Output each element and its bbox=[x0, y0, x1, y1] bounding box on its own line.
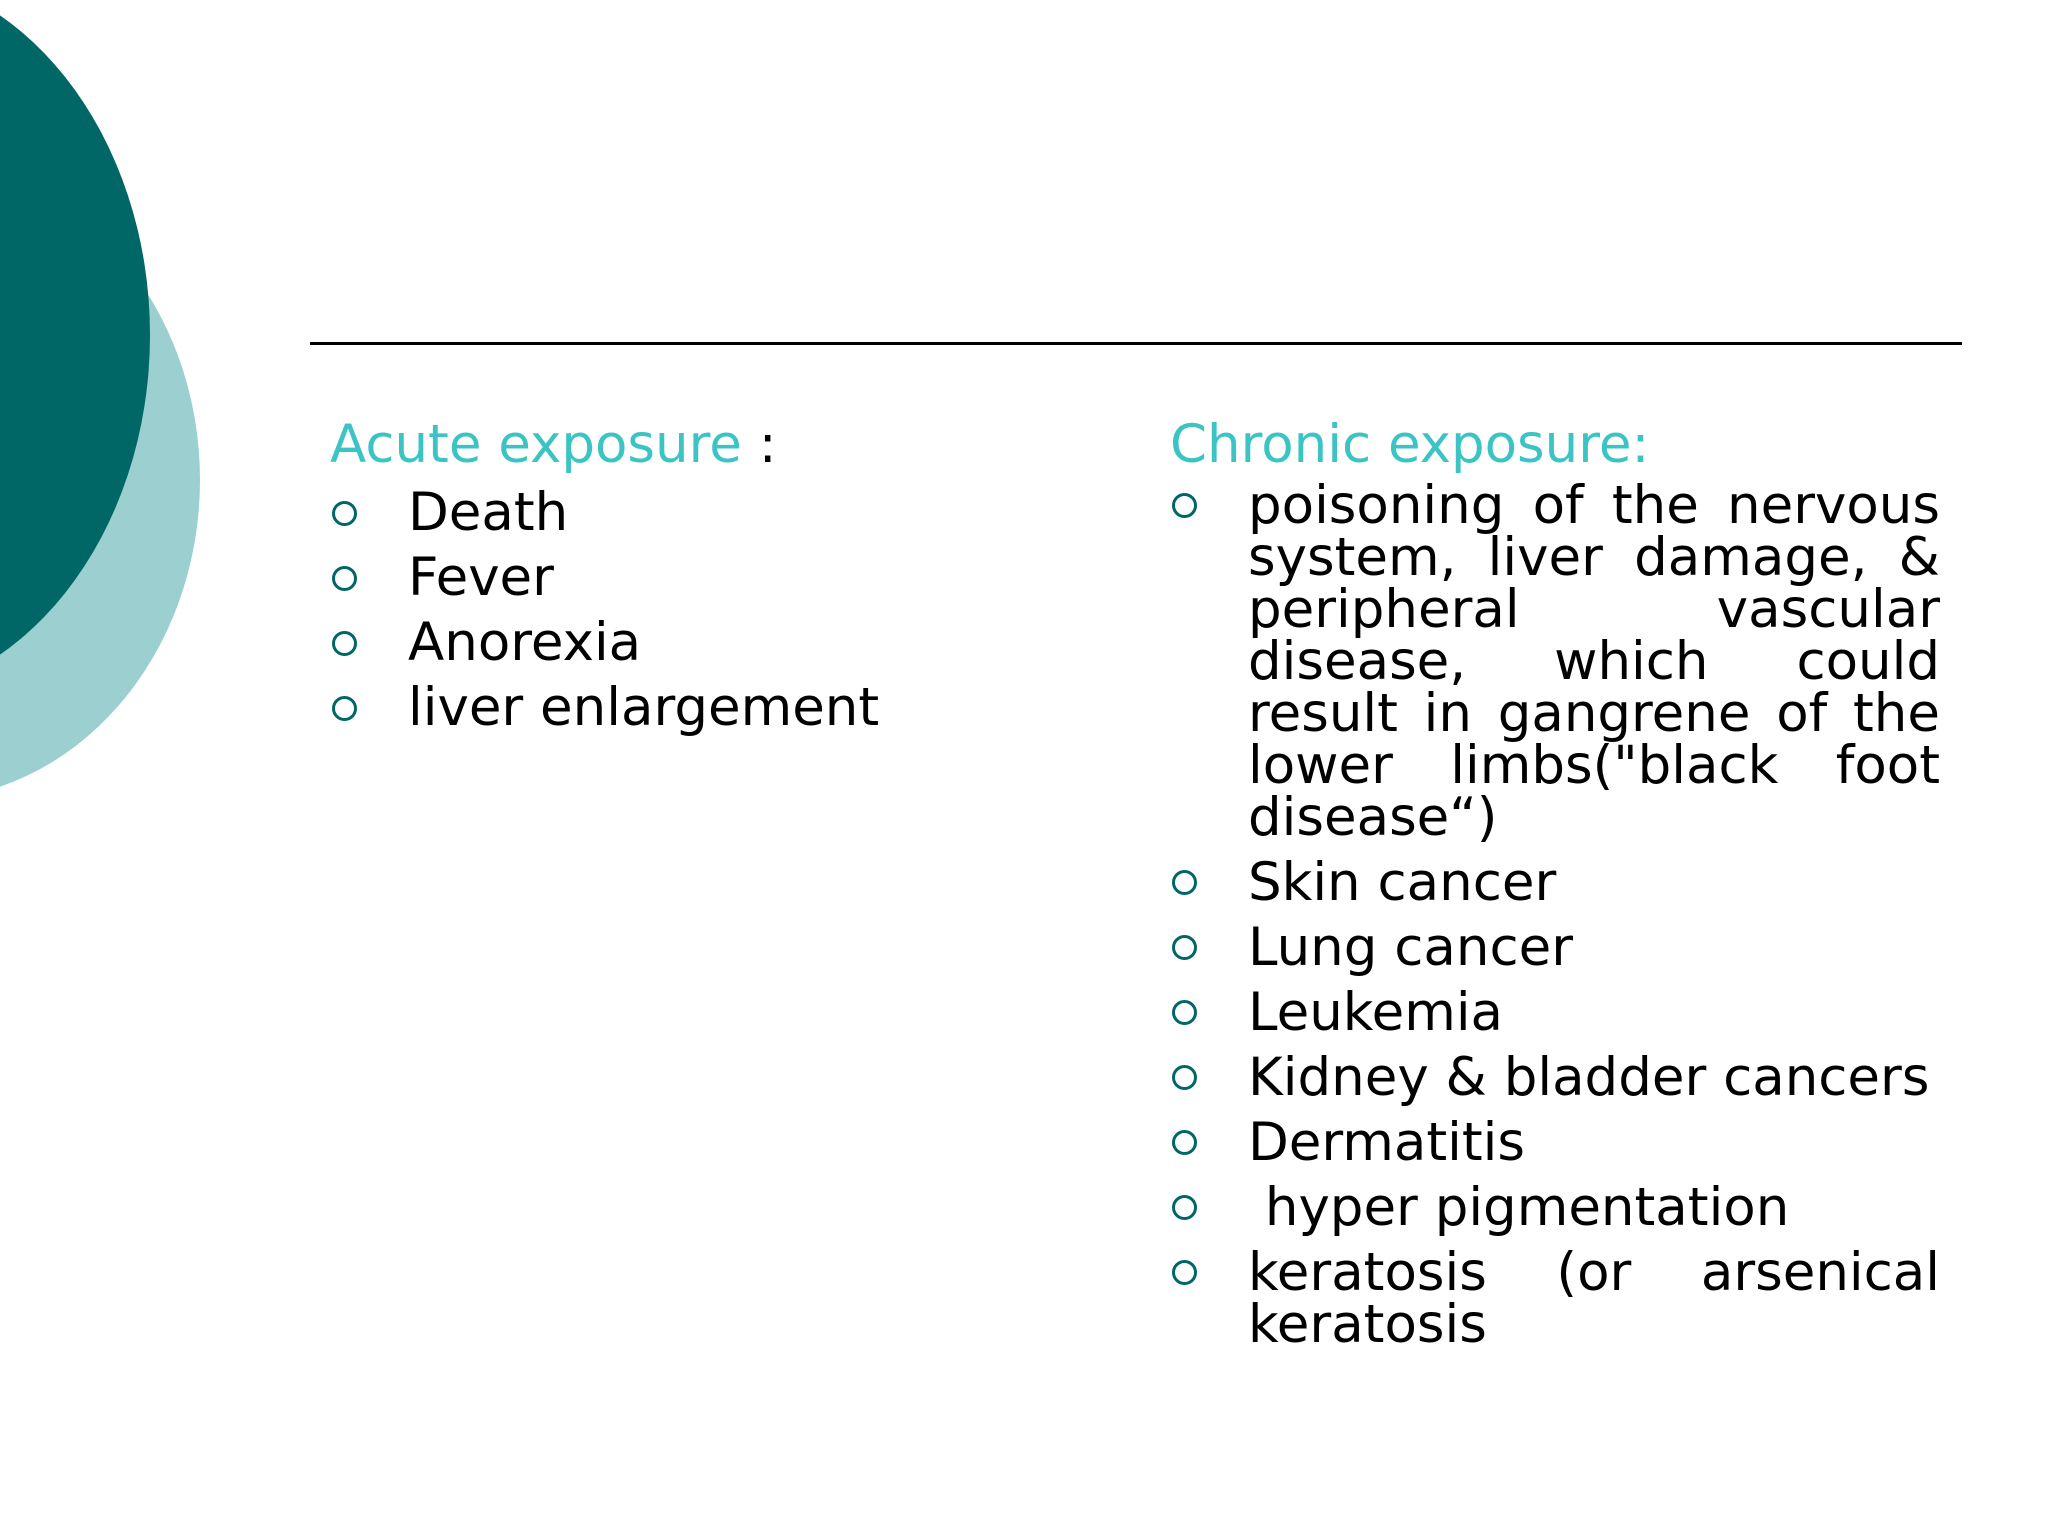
list-item-text: Dermatitis bbox=[1248, 1112, 1526, 1173]
list-item-text: Leukemia bbox=[1248, 982, 1504, 1043]
list-item bbox=[1170, 1047, 1940, 1108]
hollow-circle-bullet-icon bbox=[1172, 1000, 1197, 1025]
list-item-text: Skin cancer bbox=[1248, 852, 1557, 913]
list-item bbox=[330, 610, 1030, 675]
list-item-text: hyper pigmentation bbox=[1248, 1177, 1790, 1238]
list-item-text: Lung cancer bbox=[1248, 917, 1574, 978]
acute-heading-text: Acute exposure bbox=[330, 414, 742, 475]
hollow-circle-bullet-icon bbox=[332, 631, 357, 656]
list-item-text: poisoning of the nervous system, liver damage, & peripheral vascular disease, which could result in gangrene of the lower limbs("black foot disease“) bbox=[1248, 475, 1940, 848]
list-item bbox=[330, 545, 1030, 610]
acute-exposure-heading bbox=[330, 410, 1030, 480]
list-item-text: Kidney & bladder cancers bbox=[1248, 1047, 1930, 1108]
hollow-circle-bullet-icon bbox=[1172, 870, 1197, 895]
chronic-heading-text: Chronic exposure: bbox=[1170, 414, 1650, 475]
list-item-text: Death bbox=[408, 482, 569, 543]
list-item bbox=[1170, 917, 1940, 978]
list-item bbox=[1170, 1177, 1940, 1238]
list-item-text: Fever bbox=[408, 547, 554, 608]
list-item-text: Anorexia bbox=[408, 612, 642, 673]
hollow-circle-bullet-icon bbox=[1172, 1195, 1197, 1220]
title-divider bbox=[310, 342, 1962, 345]
hollow-circle-bullet-icon bbox=[1172, 1260, 1197, 1285]
hollow-circle-bullet-icon bbox=[1172, 493, 1197, 518]
list-item bbox=[330, 675, 1030, 740]
hollow-circle-bullet-icon bbox=[332, 501, 357, 526]
hollow-circle-bullet-icon bbox=[332, 696, 357, 721]
acute-exposure-column bbox=[330, 410, 1030, 740]
chronic-effect-list bbox=[1170, 475, 1940, 1355]
list-item bbox=[330, 480, 1030, 545]
hollow-circle-bullet-icon bbox=[1172, 1130, 1197, 1155]
list-item-text: keratosis (or arsenical keratosis bbox=[1248, 1242, 1940, 1355]
hollow-circle-bullet-icon bbox=[332, 566, 357, 591]
hollow-circle-bullet-icon bbox=[1172, 1065, 1197, 1090]
list-item bbox=[1170, 1242, 1940, 1355]
list-item bbox=[1170, 1112, 1940, 1173]
list-item bbox=[1170, 852, 1940, 913]
hollow-circle-bullet-icon bbox=[1172, 935, 1197, 960]
list-item-text: liver enlargement bbox=[408, 677, 880, 738]
list-item bbox=[1170, 982, 1940, 1043]
acute-heading-colon: : bbox=[741, 414, 777, 475]
chronic-exposure-column bbox=[1170, 410, 1940, 1364]
list-item bbox=[1170, 475, 1940, 848]
chronic-exposure-heading bbox=[1170, 410, 1940, 480]
acute-symptom-list bbox=[330, 480, 1030, 740]
